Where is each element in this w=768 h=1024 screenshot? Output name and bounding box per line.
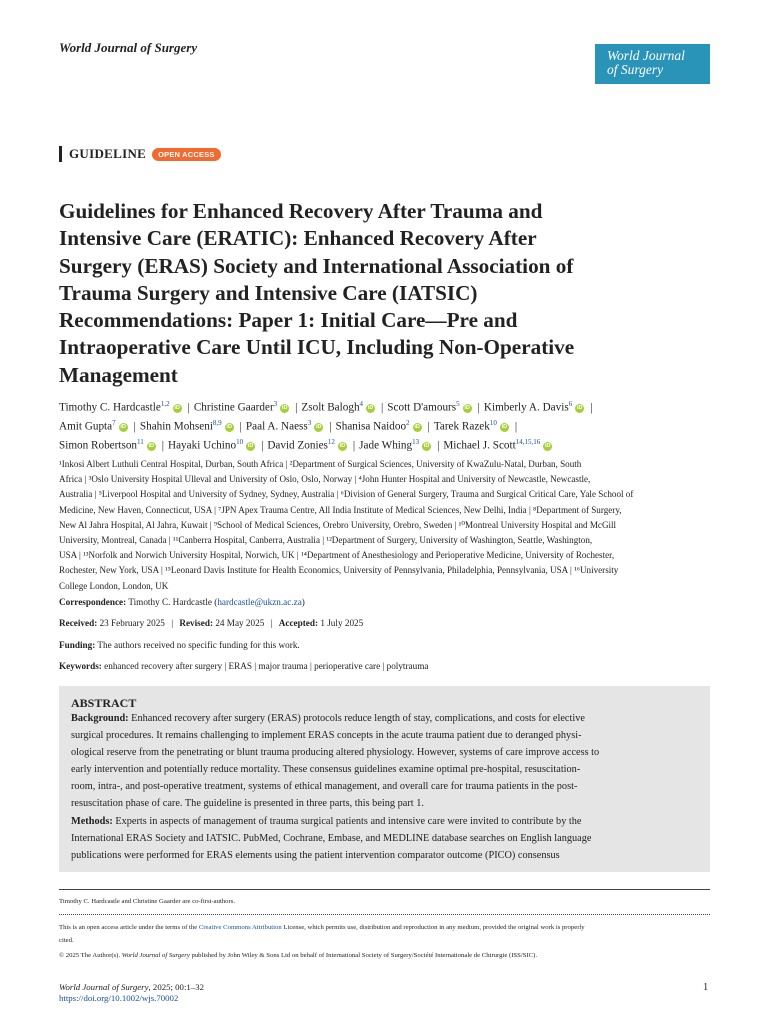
background-label: Background: xyxy=(71,713,129,724)
title-line: Trauma Surgery and Intensive Care (IATSIC) xyxy=(59,280,478,305)
author-name: Amit Gupta xyxy=(59,420,113,433)
author-name: Kimberly A. Davis xyxy=(483,401,569,414)
article-type-bar xyxy=(59,146,62,162)
title-line: Guidelines for Enhanced Recovery After Trauma and xyxy=(59,199,543,223)
orcid-icon[interactable]: iD xyxy=(226,423,232,430)
affiliation-line: ¹Inkosi Albert Luthuli Central Hospital, Durban, South Africa | ²Department of Surgical Sciences, University of KwaZulu-Natal, Durban, South xyxy=(59,459,582,469)
abstract-box xyxy=(59,686,710,872)
author-separator: | xyxy=(161,440,165,453)
author-separator: | xyxy=(329,420,332,433)
orcid-icon[interactable]: iD xyxy=(339,443,346,450)
journal-header: World Journal of Surgery xyxy=(59,40,198,55)
abstract-line: ological reserve from the penetrating or blunt trauma producing altered physiology. However, systems of care improve access to xyxy=(71,747,600,759)
author-separator: | xyxy=(381,401,384,414)
citation-line: World Journal of Surgery, 2025; 00:1–32 xyxy=(59,982,204,992)
author-separator: | xyxy=(437,440,440,453)
abstract-line: Methods: Experts in aspects of management of trauma surgical patients and intensive care were invited to contribute by the xyxy=(71,815,582,827)
author-separator: | xyxy=(295,401,298,414)
abstract-heading: ABSTRACT xyxy=(71,696,137,710)
orcid-icon[interactable]: iD xyxy=(316,423,322,430)
author-separator: | xyxy=(477,401,480,414)
author-line xyxy=(59,416,709,435)
open-access-badge: OPEN ACCESS xyxy=(152,148,221,161)
abstract-line: publications were performed for ERAS elements using the patient intervention comparator outcome (PICO) consensus xyxy=(71,849,560,861)
methods-label: Methods: xyxy=(71,815,113,827)
orcid-icon[interactable]: iD xyxy=(174,404,180,411)
title-line: Recommendations: Paper 1: Initial Care—Pre and xyxy=(59,308,518,333)
author-name: Shahin Mohseni xyxy=(139,420,213,433)
author-affiliation-sup[interactable]: 7 xyxy=(112,419,116,428)
author-affiliation-sup[interactable]: 2 xyxy=(406,419,410,428)
author-line xyxy=(59,397,709,416)
orcid-icon[interactable]: iD xyxy=(120,423,126,430)
orcid-icon[interactable]: iD xyxy=(148,443,155,450)
author-affiliation-sup[interactable]: 11 xyxy=(137,438,144,447)
doi-link[interactable]: https://doi.org/10.1002/wjs.70002 xyxy=(59,993,179,1003)
author-affiliation-sup[interactable]: 1,2 xyxy=(160,400,170,408)
author-separator: | xyxy=(133,420,136,433)
footnote-divider xyxy=(59,889,710,890)
footnote-dotted-divider xyxy=(59,914,710,915)
author-name: Shanisa Naidoo xyxy=(335,420,407,433)
affiliations xyxy=(59,457,709,594)
funding-text: The authors received no specific funding for this work. xyxy=(97,640,300,650)
author-name: Hayaki Uchino xyxy=(168,440,237,453)
abstract-text xyxy=(71,710,698,864)
author-name: Scott D'amours xyxy=(387,401,457,414)
logo-line-1: World Journal xyxy=(607,48,685,63)
abstract-line: Background: Enhanced recovery after surgery (ERAS) protocols reduce length of stay, complications, and costs for elective xyxy=(71,713,585,724)
author-affiliation-sup[interactable]: 10 xyxy=(236,438,244,447)
correspondence-email-link[interactable]: hardcastle@ukzn.ac.za xyxy=(217,597,302,607)
orcid-icon[interactable]: iD xyxy=(576,404,583,411)
title-line: Intraoperative Care Until ICU, Including Non-Operative xyxy=(59,335,575,360)
affiliation-line: Rochester, New York, USA | ¹⁵Leonard Davis Institute for Health Economics, University of Pennsylvania, Philadelphia, Pennsylvania, USA | ¹⁶University xyxy=(59,565,619,576)
funding xyxy=(59,640,300,650)
author-name: Paal A. Naess xyxy=(245,420,308,433)
keywords-text: enhanced recovery after surgery | ERAS | major trauma | perioperative care | polytrauma xyxy=(104,661,429,671)
orcid-icon[interactable]: iD xyxy=(423,443,430,450)
keywords-label: Keywords: xyxy=(59,661,102,671)
author-separator: | xyxy=(514,420,518,433)
author-line xyxy=(59,435,709,454)
correspondence-name: Timothy C. Hardcastle xyxy=(128,597,212,607)
affiliation-line: Australia | ⁵Liverpool Hospital and University of Sydney, Sydney, Australia | ⁶Division of General Surgery, Trauma and Surgical Critical Care, Yale School of xyxy=(59,489,634,500)
author-affiliation-sup[interactable]: 4 xyxy=(359,400,364,408)
author-affiliation-sup[interactable]: 3 xyxy=(273,400,278,408)
abstract-line: room, intra-, and post-operative treatment, systems of ethical management, and overall care for trauma patients in the post- xyxy=(71,781,578,793)
logo-line-2: of Surgery xyxy=(607,62,664,77)
author-separator: | xyxy=(239,420,242,433)
author-name: Christine Gaarder xyxy=(193,401,274,414)
author-list xyxy=(59,397,709,455)
abstract-line: early intervention and potentially reduce mortality. These consensus guidelines examine optimal pre-hospital, resuscitation- xyxy=(71,764,581,776)
affiliation-line: Africa | ³Oslo University Hospital Ulleval and University of Oslo, Oslo, Norway | ⁴John Hunter Hospital and University of Newcastle, Newcastle, xyxy=(59,474,591,485)
revised-date: 24 May 2025 xyxy=(215,618,265,628)
citation-footer xyxy=(59,982,204,1004)
affiliation-line: USA | ¹³Norfolk and Norwich University Hospital, Norwich, UK | ¹⁴Department of Anesthesiology and Perioperative Medicine, University of Rochester, xyxy=(59,550,615,561)
orcid-icon[interactable]: iD xyxy=(281,404,288,411)
author-affiliation-sup[interactable]: 12 xyxy=(327,438,335,447)
orcid-icon[interactable]: iD xyxy=(367,404,374,411)
author-separator: | xyxy=(590,401,593,414)
author-name: Zsolt Balogh xyxy=(301,401,360,414)
author-name: Michael J. Scott xyxy=(443,440,516,453)
author-affiliation-sup[interactable]: 8,9 xyxy=(212,419,222,428)
orcid-icon[interactable]: iD xyxy=(501,423,508,430)
funding-label: Funding: xyxy=(59,640,96,650)
title-line: Intensive Care (ERATIC): Enhanced Recovery After xyxy=(59,226,537,251)
author-affiliation-sup[interactable]: 5 xyxy=(456,400,460,408)
author-name: Tarek Razek xyxy=(433,420,490,433)
author-affiliation-sup[interactable]: 10 xyxy=(489,419,497,428)
orcid-icon[interactable]: iD xyxy=(464,404,470,411)
orcid-icon[interactable]: iD xyxy=(414,423,420,430)
author-name: Jade Whing xyxy=(359,440,413,453)
keywords xyxy=(59,661,428,671)
author-name: David Zonies xyxy=(267,440,328,453)
received-date: 23 February 2025 xyxy=(99,618,165,628)
affiliation-line: Medicine, New Haven, Connecticut, USA | ⁷JPN Apex Trauma Centre, All India Institute of Medical Sciences, New Delhi, India | ⁸Department of Surgery, xyxy=(59,504,622,515)
accepted-date: 1 July 2025 xyxy=(320,618,364,628)
author-affiliation-sup[interactable]: 14,15,16 xyxy=(515,438,541,447)
affiliation-line: New Al Jahra Hospital, Al Jahra, Kuwait | ⁹School of Medical Sciences, Orebro University, Orebro, Sweden | ¹⁰Montreal University Hospital and McGill xyxy=(59,519,617,530)
journal-logo[interactable] xyxy=(595,44,710,84)
author-affiliation-sup[interactable]: 6 xyxy=(568,400,573,408)
article-type-label: GUIDELINE xyxy=(69,146,147,161)
accepted-label: Accepted: xyxy=(278,618,319,628)
article-type-row xyxy=(59,146,221,162)
author-affiliation-sup[interactable]: 13 xyxy=(412,438,420,447)
author-separator: | xyxy=(261,440,264,453)
page-number: 1 xyxy=(703,982,709,993)
cofirst-footnote: Timothy C. Hardcastle and Christine Gaarder are co-first-authors. xyxy=(59,898,235,905)
affiliation-line: University, Montreal, Canada | ¹¹Canberra Hospital, Canberra, Australia | ¹²Department of Surgery, University of Washington, Seattle, Washington, xyxy=(59,535,593,546)
orcid-icon[interactable]: iD xyxy=(545,443,551,450)
author-affiliation-sup[interactable]: 3 xyxy=(307,419,312,428)
affiliation-line: College London, London, UK xyxy=(59,580,169,591)
author-name: Simon Robertson xyxy=(59,440,138,453)
author-separator: | xyxy=(427,420,430,433)
license-footnote: This is an open access article under the terms of the Creative Commons Attribution License, which permits use, distribution and reproduction in any medium, provided the original work is properly xyxy=(59,924,585,931)
received-label: Received: xyxy=(59,618,98,628)
author-name: Timothy C. Hardcastle xyxy=(59,401,161,414)
title-line: Management xyxy=(59,362,178,387)
abstract-line: resuscitation phase of care. The guideline is presented in three parts, this being part 1. xyxy=(71,798,424,810)
copyright-footnote: © 2025 The Author(s). World Journal of Surgery published by John Wiley & Sons Ltd on behalf of International Society of Surgery/Société Internationale de Chirurgie (ISS/SIC). xyxy=(59,952,538,959)
revised-label: Revised: xyxy=(179,618,214,628)
orcid-icon[interactable]: iD xyxy=(247,443,254,450)
author-separator: | xyxy=(352,440,356,453)
abstract-line: International ERAS Society and IATSIC. PubMed, Cochrane, Embase, and MEDLINE database searches on English language xyxy=(71,832,592,844)
article-title xyxy=(59,198,709,389)
article-dates: Received: 23 February 2025 | Revised: 24 May 2025 | Accepted: 1 July 2025 xyxy=(59,618,364,628)
correspondence: Correspondence: Timothy C. Hardcastle (hardcastle@ukzn.ac.za) xyxy=(59,597,305,607)
author-separator: | xyxy=(187,401,190,414)
abstract-line: surgical procedures. It remains challenging to implement ERAS concepts in the acute trauma patient due to deranged physi- xyxy=(71,730,582,742)
license-footnote-cont: cited. xyxy=(59,937,74,944)
creative-commons-link[interactable]: Creative Commons Attribution xyxy=(198,924,282,931)
title-line: Surgery (ERAS) Society and International Association of xyxy=(59,253,574,278)
correspondence-label: Correspondence: xyxy=(59,597,127,607)
